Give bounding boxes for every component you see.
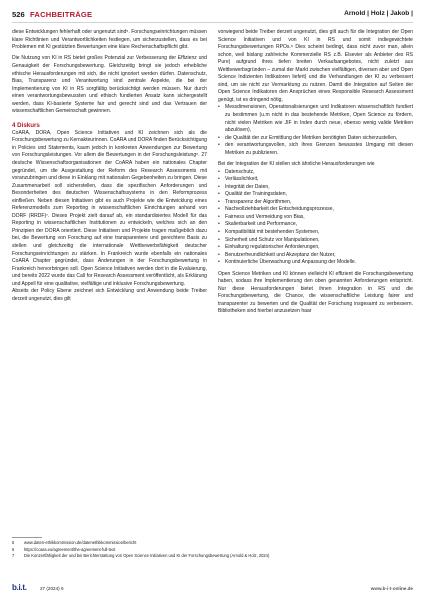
footnote-text: www.daten-ethikkommission.de/datenethikkommission/bericht: [24, 540, 137, 545]
list-item: • Nachvollziehbarkeit der Entscheidungsprozesse,: [218, 206, 413, 214]
left-paragraph-4: Abseits der Policy Ebene zeichnet sich Entwicklung und Anwendung beide Treiber derzeit ungenutzt, dies gilt: [12, 288, 207, 302]
left-paragraph-3: CoARA, DORA, Open Science Initiativen und KI zeichnen sich als die Forschungsbewertung zu Kernakteurinnen. CoARA und DORA finden Berücksichtigung in Policies und Statements, kaum jedoch in konkreten Anwendungen zur Bewertung von Forschungsleistungen. Vor allem die Bewertungen in der Forschungsleistung⁶. 27 deutsche Wissenschaftsorganisationen der CoARA haben ein nationales Chapter gegründet, um die Ausgestaltung der Reform des Research Assessments mit voranzubringen und diese in Einklang mit nationalen Gegebenheiten zu bringen. Diese Zusammenarbeit soll sicherstellen, dass die spezifischen Anforderungen und Besonderheiten des deutschen Wissenschaftssystems in den Reformprozess einfließen. Neben diesen Initiativen gibt es auch Projekte wie die Entwicklung eines Referenzmodells zum Reporting in wissenschaftlichen Einrichtungen anhand von DORF (RRDF)⁷. Dieses Projekt zielt darauf ab, ein standardisiertes Modell für das Reporting in wissenschaftlichen Institutionen zu entwickeln, welches sich an den Prinzipien der DORA orientiert. Diese Initiativen und Projekte tragen maßgeblich dazu bei, die Bewertung von Forschung auf eine transparentere und gerechtere Basis zu stellen und gleichzeitig die internationale Wettbewerbsfähigkeit deutscher Forschungseinrichtungen zu stärken. In Frankreich wurde ebenfalls ein nationales CoARA Chapter gegründet, dass Änderungen in der Forschungsbewertung in Frankreich hervorbringen soll. Open Science Initiativen werden dort in die Evaluierung, und bereits 2022 wurde das Call for Research Assessment veröffentlicht, als Erklärung und Appell für eine qualitative, vielfältige und inklusive Forschungsbewertung.: [12, 129, 207, 287]
list-item: • Kompatibilität mit bestehenden Systemen,: [218, 229, 413, 237]
footnote-text: https://coara.eu/agreement/the-agreement-full-text: [24, 546, 116, 552]
list-item: • Einhaltung regulatorischer Anforderungen,: [218, 244, 413, 252]
footnote-number: 5: [12, 540, 15, 545]
footnote-number: 6: [12, 546, 15, 552]
list-item: • Skalierbarkeit und Performance,: [218, 221, 413, 229]
list-item: • Datenschutz,: [218, 169, 413, 177]
right-paragraph-2: Bei der Integration der KI stellen sich ähnliche Herausforderungen wie: [218, 161, 375, 168]
footnote: [12, 553, 413, 560]
list-item: • Fairness und Vermeidung von Bias,: [218, 214, 413, 222]
list-item: • die Qualität der zur Ermittlung der Metriken benötigten Daten sicherzustellen,: [218, 135, 413, 143]
right-paragraph-3: Open Science Metriken und KI können vielleicht KI effizient die Forschungsbewertung haben, sodass ihre Implementierung den oben genannten Anforderungen entspricht. Nur diese Herausforderungen bietet ihnen Integration in RS und die Forschungsbewertung, die Chance, die wissenschaftliche Leistung fairer und transparenter zu bewerten und die Qualität der Forschung insgesamt zu verbessern. Bibliotheken sind hierbei anzusetzen haar: [218, 270, 413, 315]
list-item: • Verlässlichkeit,: [218, 176, 413, 184]
volume-info: 27 (2024) 6: [40, 586, 64, 591]
footnote-text: Die Konzertfähigkeit der und bei Berichterstattung von Open Science Initiativen und KI der Forschungsbewertung (Arnold & Holz, 2024): [24, 553, 270, 559]
journal-logo: b.i.t.: [12, 583, 27, 592]
list-item: • Benutzerfreundlichkeit und Akzeptanz der Nutzer,: [218, 252, 413, 260]
section-heading-diskurs: 4 Diskurs: [12, 121, 40, 129]
left-paragraph-2: Die Nutzung von KI in RS bietet großes Potenzial zur Verbesserung der Effizienz und Genauigkeit der Forschungsbewertung. Gleichzeitig bringt sie jedoch erhebliche ethische Herausforderungen mit sich, die nicht ignoriert werden dürfen. Datenschutz, Bias, Transparenz und Verantwortung sind zentrale Aspekte, die bei der Implementierung von KI in RS sorgfältig berücksichtigt werden müssen. Nur durch einen verantwortungsbewussten und ethisch fundierten Ansatz kann sichergestellt werden, dass KI-basierte Systeme fair und gerecht sind und das Vertrauen der wissenschaftlichen Gemeinschaft gewinnen.: [12, 55, 207, 115]
list-item: • Qualität der Trainingsdaten,: [218, 191, 413, 199]
page-number: 526: [12, 10, 25, 19]
list-item: • Kontinuierliche Überwachung und Anpassung der Modelle.: [218, 259, 413, 267]
right-paragraph-1: vorwiegend beide Treiber derzeit ungenutzt, dies gilt auch für die Integration der Open Science Initiativen und von KI in RS und somit indiegewichtete Forschungsbewertungen RPOs.⁸ Dies scheint bedingt, dass nicht zuvor man, allein schon, weil bislang zahlreiche Kommerzielle RS z.B. Elsevier als Anbieter des RS Pure) aufgrund ihres tiefen breiten Verkaufsangebotes, nicht zuletzt aus Wettbewerbsgründen – zumal der Markt zwischen vielfältigen, diversen aber und Open Science Indizienten Indikatoren liefert) und die Verhandlungen der KI zu verbessert sind, um sie nicht zur Vermarktung zu nutzen. Damit die Integration auf Seiten der Open Science Indikatoren den Ansprüchen eines Responsible Research Assessment genügt, ist es dringend nötig,: [218, 29, 413, 103]
list-item: • Integrität der Daten,: [218, 184, 413, 192]
left-column: [12, 29, 207, 303]
section-label: FACHBEITRÄGE: [30, 10, 93, 19]
page-footer: [12, 582, 413, 592]
footnotes: [12, 540, 413, 560]
list-item: • Sicherheit und Schutz vor Manipulationen,: [218, 237, 413, 245]
footnote-number: 7: [12, 553, 15, 559]
header-authors: Arnold | Holz | Jakob |: [344, 10, 413, 17]
challenges-list: [218, 169, 413, 267]
requirements-list: [218, 104, 413, 157]
footnote-rule: [12, 537, 42, 538]
list-item: • den verantwortungsvollen, sich ihres Grenzen bewusstes Umgang mit diesen Metriken zu publizieren.: [218, 142, 413, 157]
right-column: [218, 29, 413, 316]
footnote: [12, 547, 413, 554]
left-paragraph-1: diese Entwicklungen fehlerhaft oder ungenutzt sind⁵. Forschungseinrichtungen müssen klare Richtlinien und Verantwortlichkeiten festlegen, um sicherzustellen, dass es bei Problemen mit KI gestützten Bewertungen eine klare Rechenschaftspflicht gibt.: [12, 29, 207, 51]
footnote: [12, 540, 413, 547]
list-item: • Messdimensionen, Operationalisierungen und Indikatoren wissenschaftlich fundiert zu bestimmen (u.m nicht in das bestehende Metriken, Open Science zu fördern, nicht vielen Metriken wie JIF in Index durch neue, ebenso wenig valide Metriken abzulösen),: [218, 104, 413, 134]
list-item: • Transparenz der Algorithmen,: [218, 199, 413, 207]
publisher-url: www.b-i-t-online.de: [370, 586, 413, 591]
header-rule: [12, 22, 413, 23]
